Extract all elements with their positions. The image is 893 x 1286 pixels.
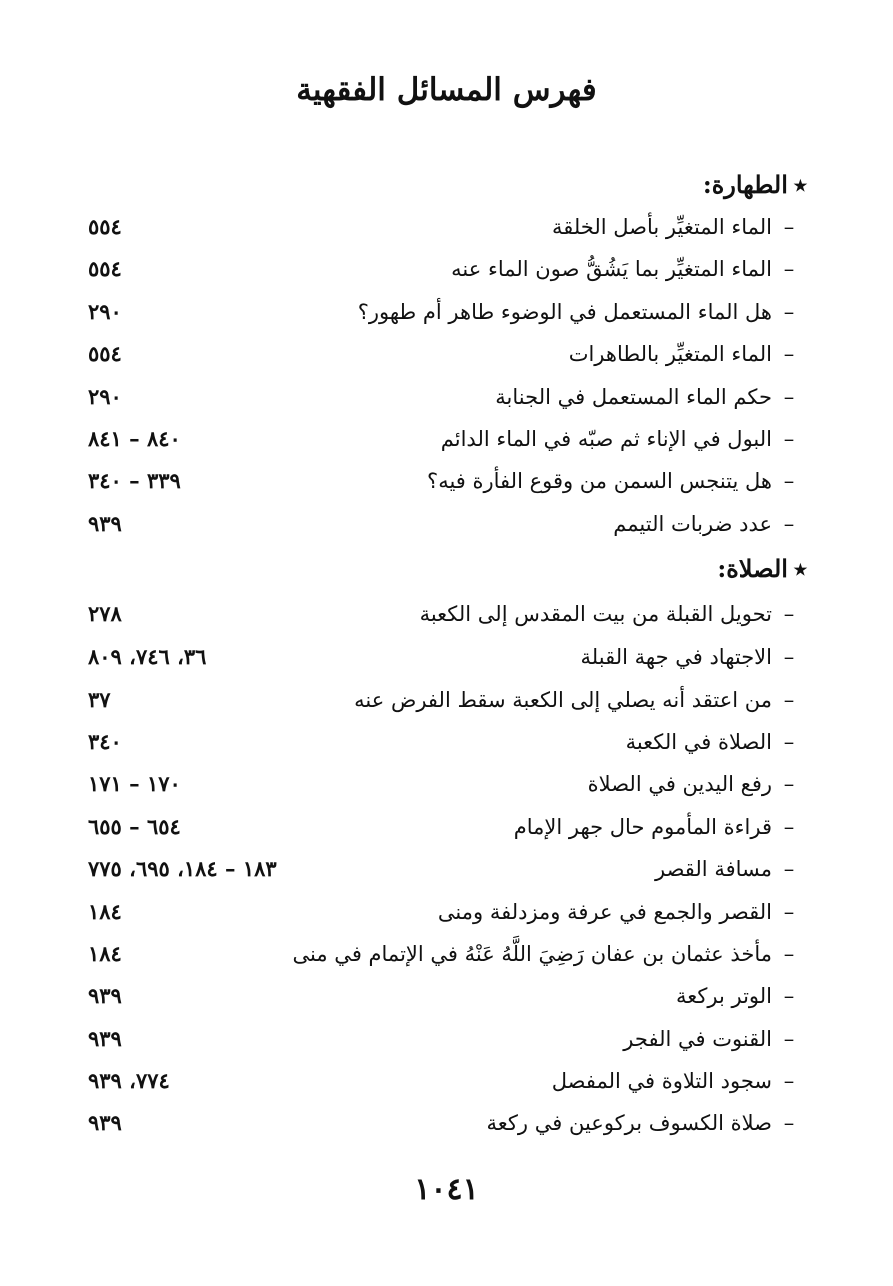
dash-icon: – <box>783 1027 795 1051</box>
page-title: فهرس المسائل الفقهية <box>296 72 597 108</box>
entry-text <box>293 937 806 971</box>
entry-label: عدد ضربات التيمم <box>613 512 772 536</box>
dash-icon: – <box>783 730 795 754</box>
index-entry <box>88 422 806 456</box>
entry-label: الماء المتغيِّر بالطاهرات <box>568 342 772 366</box>
entry-label: الصلاة في الكعبة <box>625 730 772 754</box>
entry-pages: ١٧٠ – ١٧١ <box>88 771 181 796</box>
dash-icon: – <box>783 1069 795 1093</box>
entry-label: هل الماء المستعمل في الوضوء طاهر أم طهور؟ <box>357 300 772 324</box>
dash-icon: – <box>783 815 795 839</box>
page-number: ١٠٤١ <box>414 1172 479 1207</box>
entry-pages: ١٨٤ <box>88 941 122 966</box>
entry-label: الماء المتغيِّر بأصل الخلقة <box>551 215 772 239</box>
index-entry <box>88 210 806 244</box>
dash-icon: – <box>783 772 795 796</box>
dash-icon: – <box>783 469 795 493</box>
index-entry <box>88 1064 806 1098</box>
entry-text <box>354 683 806 717</box>
dash-icon: – <box>783 427 795 451</box>
entry-text <box>420 597 806 631</box>
entry-pages: ٣٧ <box>88 687 111 712</box>
dash-icon: – <box>783 342 795 366</box>
entry-pages: ٣٣٩ – ٣٤٠ <box>88 468 181 493</box>
index-entry <box>88 1022 806 1056</box>
entry-pages: ٨٤٠ – ٨٤١ <box>88 426 181 451</box>
entry-pages: ٢٩٠ <box>88 299 122 324</box>
entry-pages: ٦٥٤ – ٦٥٥ <box>88 814 181 839</box>
entry-pages: ٣٤٠ <box>88 729 122 754</box>
index-entry <box>88 852 806 886</box>
dash-icon: – <box>783 984 795 1008</box>
entry-label: مأخذ عثمان بن عفان رَضِيَ اللَّهُ عَنْهُ في الإتمام في منى <box>292 942 772 966</box>
entry-pages: ٩٣٩ <box>88 1026 122 1051</box>
entry-label: البول في الإناء ثم صبّه في الماء الدائم <box>440 427 772 451</box>
dash-icon: – <box>783 215 795 239</box>
entry-label: الماء المتغيِّر بما يَشُقُّ صون الماء عنه <box>451 257 772 281</box>
entry-text <box>581 640 806 674</box>
entry-pages: ١٨٤ <box>88 899 122 924</box>
entry-text <box>451 252 806 286</box>
index-entry <box>88 767 806 801</box>
index-entry <box>88 1106 806 1140</box>
entry-text <box>438 895 806 929</box>
entry-label: القصر والجمع في عرفة ومزدلفة ومنى <box>437 900 772 924</box>
entry-pages: ٥٥٤ <box>88 214 122 239</box>
entry-text <box>441 422 806 456</box>
star-bullet-icon: ٭ <box>793 554 807 583</box>
index-entry <box>88 979 806 1013</box>
section-heading-tahara <box>703 170 807 199</box>
dash-icon: – <box>783 688 795 712</box>
entry-text <box>514 810 806 844</box>
star-bullet-icon: ٭ <box>793 170 807 199</box>
entry-text <box>358 295 806 329</box>
entry-pages: ٩٣٩ <box>88 511 122 536</box>
entry-text <box>626 725 806 759</box>
entry-text <box>676 979 806 1013</box>
entry-text <box>569 337 806 371</box>
dash-icon: – <box>783 900 795 924</box>
entry-label: قراءة المأموم حال جهر الإمام <box>513 815 772 839</box>
entry-text <box>427 464 806 498</box>
index-entry <box>88 252 806 286</box>
dash-icon: – <box>783 602 795 626</box>
dash-icon: – <box>783 1111 795 1135</box>
dash-icon: – <box>783 942 795 966</box>
index-entry <box>88 597 806 631</box>
index-entry <box>88 507 806 541</box>
entry-text <box>655 852 806 886</box>
index-entry <box>88 937 806 971</box>
index-entry <box>88 810 806 844</box>
index-entry <box>88 380 806 414</box>
entry-label: رفع اليدين في الصلاة <box>587 772 772 796</box>
entry-label: تحويل القبلة من بيت المقدس إلى الكعبة <box>419 602 772 626</box>
entry-pages: ٢٧٨ <box>88 601 122 626</box>
entry-label: القنوت في الفجر <box>623 1027 772 1051</box>
dash-icon: – <box>783 645 795 669</box>
dash-icon: – <box>783 257 795 281</box>
entry-text <box>552 210 806 244</box>
entry-text <box>588 767 806 801</box>
entry-label: من اعتقد أنه يصلي إلى الكعبة سقط الفرض عنه <box>354 688 772 712</box>
entry-pages: ٧٧٤، ٩٣٩ <box>88 1068 170 1093</box>
entry-pages: ٥٥٤ <box>88 256 122 281</box>
entry-text <box>613 507 806 541</box>
entry-text <box>495 380 806 414</box>
entry-label: صلاة الكسوف بركوعين في ركعة <box>486 1111 772 1135</box>
entry-pages: ٣٦، ٧٤٦، ٨٠٩ <box>88 644 207 669</box>
entry-text <box>623 1022 806 1056</box>
index-entry <box>88 683 806 717</box>
section-heading-label: الصلاة: <box>717 554 788 583</box>
dash-icon: – <box>783 385 795 409</box>
dash-icon: – <box>783 512 795 536</box>
entry-label: حكم الماء المستعمل في الجنابة <box>495 385 772 409</box>
dash-icon: – <box>783 300 795 324</box>
entry-label: الوتر بركعة <box>675 984 772 1008</box>
entry-pages: ٩٣٩ <box>88 983 122 1008</box>
index-entry <box>88 725 806 759</box>
section-heading-salah <box>717 554 807 583</box>
entry-label: الاجتهاد في جهة القبلة <box>580 645 772 669</box>
index-entry <box>88 895 806 929</box>
entry-pages: ١٨٣ – ١٨٤، ٦٩٥، ٧٧٥ <box>88 856 277 881</box>
index-entry <box>88 295 806 329</box>
entry-text <box>487 1106 806 1140</box>
entry-pages: ٩٣٩ <box>88 1110 122 1135</box>
entry-pages: ٥٥٤ <box>88 341 122 366</box>
index-entry <box>88 640 806 674</box>
entry-pages: ٢٩٠ <box>88 384 122 409</box>
entry-label: هل يتنجس السمن من وقوع الفأرة فيه؟ <box>427 469 772 493</box>
entry-text <box>552 1064 806 1098</box>
index-entry <box>88 464 806 498</box>
dash-icon: – <box>783 857 795 881</box>
index-entry <box>88 337 806 371</box>
entry-label: مسافة القصر <box>654 857 772 881</box>
section-heading-label: الطهارة: <box>702 170 788 199</box>
entry-label: سجود التلاوة في المفصل <box>551 1069 772 1093</box>
